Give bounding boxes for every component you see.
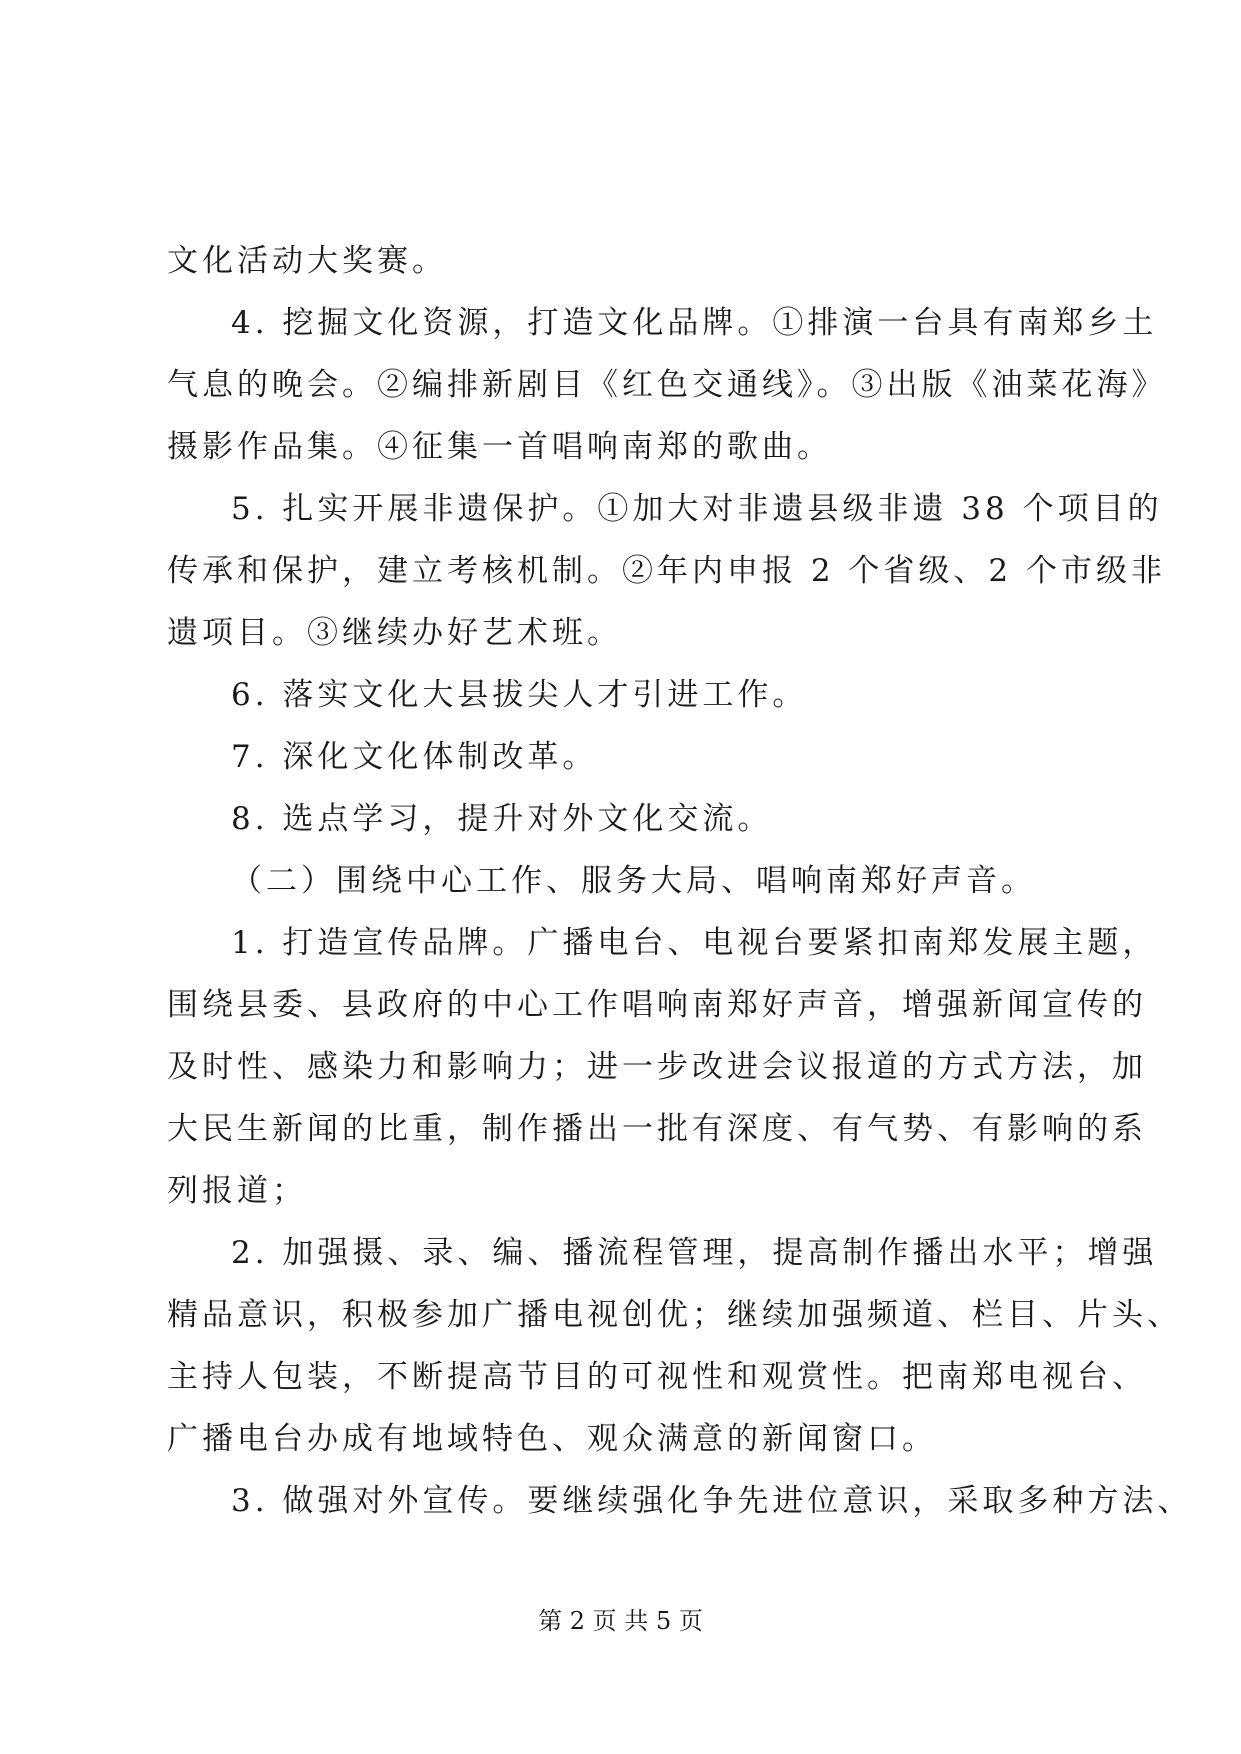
- paragraph-line: 4. 挖掘文化资源，打造文化品牌。①排演一台具有南郑乡土: [231, 305, 1158, 341]
- section-heading: （二）围绕中心工作、服务大局、唱响南郑好声音。: [231, 863, 1036, 899]
- paragraph-line: 3. 做强对外宣传。要继续强化争先进位意识，采取多种方法、: [231, 1483, 1193, 1519]
- paragraph-line: 7. 深化文化体制改革。: [231, 739, 598, 775]
- paragraph-line: 5. 扎实开展非遗保护。①加大对非遗县级非遗 38 个项目的: [231, 491, 1163, 527]
- paragraph-line: 1. 打造宣传品牌。广播电台、电视台要紧扣南郑发展主题，: [231, 925, 1158, 961]
- page-number-footer: 第 2 页 共 5 页: [538, 1607, 703, 1635]
- paragraph-line: 精品意识，积极参加广播电视创优；继续加强频道、栏目、片头、: [167, 1297, 1182, 1333]
- paragraph-line: 文化活动大奖赛。: [167, 243, 447, 279]
- paragraph-line: 围绕县委、县政府的中心工作唱响南郑好声音，增强新闻宣传的: [167, 987, 1147, 1023]
- paragraph-line: 主持人包装，不断提高节目的可视性和观赏性。把南郑电视台、: [167, 1359, 1147, 1395]
- paragraph-line: 传承和保护，建立考核机制。②年内申报 2 个省级、2 个市级非: [167, 553, 1167, 589]
- paragraph-line: 6. 落实文化大县拔尖人才引进工作。: [231, 677, 808, 713]
- paragraph-line: 气息的晚会。②编排新剧目《红色交通线》。③出版《油菜花海》: [167, 367, 1167, 403]
- paragraph-line: 列报道；: [167, 1173, 307, 1209]
- paragraph-line: 广播电台办成有地域特色、观众满意的新闻窗口。: [167, 1421, 937, 1457]
- paragraph-line: 2. 加强摄、录、编、播流程管理，提高制作播出水平；增强: [231, 1235, 1158, 1271]
- paragraph-line: 遗项目。③继续办好艺术班。: [167, 615, 622, 651]
- paragraph-line: 8. 选点学习，提升对外文化交流。: [231, 801, 773, 837]
- paragraph-line: 及时性、感染力和影响力；进一步改进会议报道的方式方法，加: [167, 1049, 1147, 1085]
- paragraph-line: 摄影作品集。④征集一首唱响南郑的歌曲。: [167, 429, 832, 465]
- paragraph-line: 大民生新闻的比重，制作播出一批有深度、有气势、有影响的系: [167, 1111, 1147, 1147]
- document-body: [167, 230, 1193, 1532]
